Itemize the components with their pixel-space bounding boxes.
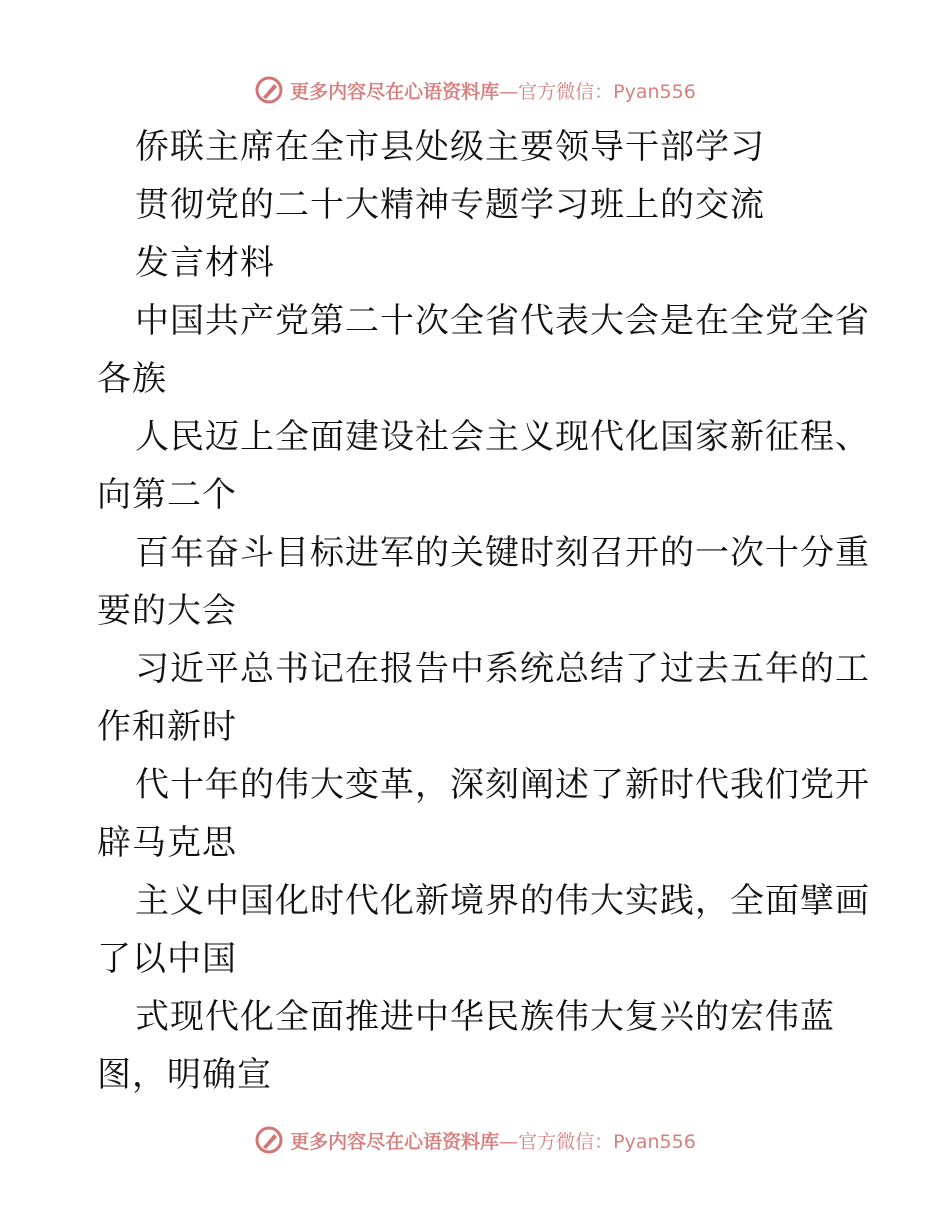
banner-title: 更多内容尽在心语资料库 [290,1130,500,1153]
text-line: 发言材料 [135,243,275,283]
banner-title: 更多内容尽在心语资料库 [290,80,500,103]
text-line: 人民迈上全面建设社会主义现代化国家新征程、 [135,417,870,457]
text-line: 式现代化全面推进中华民族伟大复兴的宏伟蓝 [135,997,835,1037]
text-line: 向第二个 [97,475,237,515]
text-line: 各族 [97,359,167,399]
header-banner [0,70,950,110]
text-line: 图，明确宣 [97,1055,272,1095]
text-line: 侨联主席在全市县处级主要领导干部学习 [135,127,765,167]
footer-banner [0,1120,950,1160]
text-line: 习近平总书记在报告中系统总结了过去五年的工 [135,649,870,689]
text-line: 代十年的伟大变革，深刻阐述了新时代我们党开 [135,765,870,805]
text-line: 贯彻党的二十大精神专题学习班上的交流 [135,185,765,225]
pen-logo-icon [254,75,284,105]
text-line: 百年奋斗目标进军的关键时刻召开的一次十分重 [135,533,870,573]
pen-logo-icon [254,1125,284,1155]
text-line: 了以中国 [97,939,237,979]
text-line: 辟马克思 [97,823,237,863]
banner-wechat: —官方微信：Pyan556 [499,1130,696,1153]
text-line: 中国共产党第二十次全省代表大会是在全党全省 [135,301,870,341]
text-line: 作和新时 [97,707,237,747]
banner-wechat: —官方微信：Pyan556 [499,80,696,103]
document-body [97,118,870,1104]
text-line: 要的大会 [97,591,237,631]
text-line: 主义中国化时代化新境界的伟大实践，全面擘画 [135,881,870,921]
